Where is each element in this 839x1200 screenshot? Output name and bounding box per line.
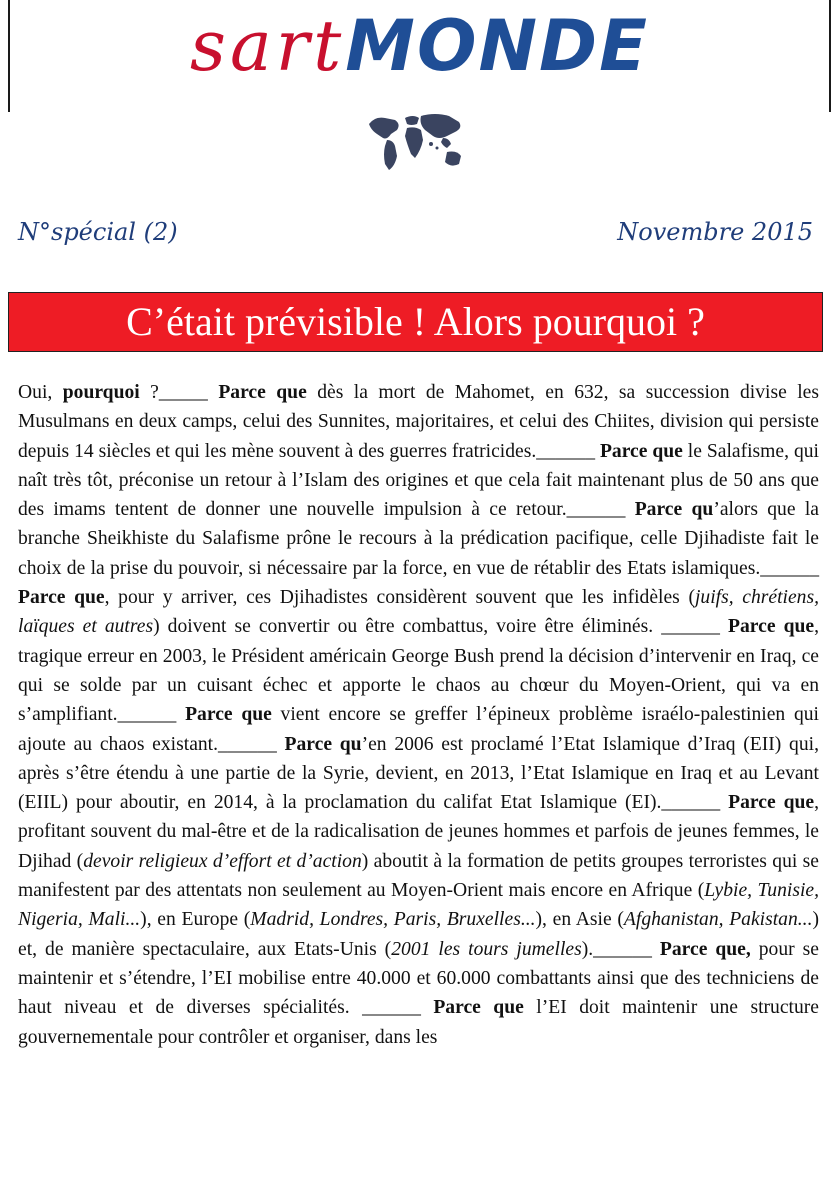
text-run: ).______ xyxy=(581,938,660,960)
emphasis-bold: Parce que xyxy=(185,704,272,726)
text-run: ’alors que la branche Sheikhiste du Salafisme prône le recours à la prédication pacifique, celle Djihadiste fait le choix de la prise du pouvoir, si nécessaire par la force, en vue de rétablir des Etats islamiques.______ xyxy=(18,499,820,579)
text-run: ) aboutit à la formation de petits groupes terroristes qui se manifestent par des attentats non seulement au Moyen-Orient mais encore en Afrique ( xyxy=(18,850,819,902)
emphasis-bold: Parce que xyxy=(218,382,307,403)
emphasis-bold: Parce que xyxy=(18,587,105,609)
emphasis-bold: Parce que xyxy=(728,792,815,814)
issue-number: N°spécial (2) xyxy=(18,218,178,246)
masthead-part1: sart xyxy=(190,5,346,87)
emphasis-bold: Parce que xyxy=(433,997,524,1019)
emphasis-italic: juifs, chrétiens, laïques et autres xyxy=(18,587,819,638)
text-run: Oui, xyxy=(18,382,63,403)
world-map-icon xyxy=(365,110,469,176)
text-run: vient encore se greffer l’épineux problème israélo-palestinien qui ajoute au chaos existant.______ xyxy=(18,704,819,755)
text-run: , profitant souvent du mal-être et de la radicalisation de jeunes hommes et parfois de jeunes femmes, le Djihad ( xyxy=(18,792,819,872)
text-run: ) doivent se convertir ou être combattus, voire être éliminés. ______ xyxy=(153,616,729,638)
emphasis-bold: Parce qu xyxy=(284,733,362,755)
emphasis-italic: Afghanistan, Pakistan... xyxy=(623,909,813,931)
emphasis-bold: Parce que, xyxy=(659,938,751,960)
text-run: , tragique erreur en 2003, le Président américain George Bush prend la décision d’intervenir en Iraq, ce qui se solde par un cuisant échec et apporte le chaos au chœur du Moyen-Orient, qui va en s’amplifiant.______ xyxy=(18,616,819,726)
article-paragraph xyxy=(18,378,819,1052)
text-run: ), en Europe ( xyxy=(140,909,251,931)
text-run: ?_____ xyxy=(139,382,219,403)
text-run: le Salafisme, qui naît très tôt, préconise un retour à l’Islam des origines et que cela fait maintenant plus de 50 ans que des imams tentent de donner une nouvelle impulsion à ce retour.______ xyxy=(18,440,819,521)
text-run: l’EI doit maintenir une structure gouvernementale pour contrôler et organiser, dans les xyxy=(18,997,819,1048)
article-body xyxy=(18,378,819,1052)
emphasis-bold: Parce que xyxy=(728,616,815,638)
emphasis-italic: 2001 les tours jumelles xyxy=(391,938,582,960)
text-run: ) et, de manière spectaculaire, aux Etats-Unis ( xyxy=(18,909,820,960)
issue-date: Novembre 2015 xyxy=(617,218,813,246)
article-title: C’était prévisible ! Alors pourquoi ? xyxy=(126,299,705,344)
emphasis-italic: devoir religieux d’effort et d’action xyxy=(83,850,362,872)
text-run: dès la mort de Mahomet, en 632, sa succession divise les Musulmans en deux camps, celui des Sunnites, majoritaires, et celui des Chiites, division qui persiste depuis 14 siècles et qui les mène souvent à des guerres fratricides.______ xyxy=(18,382,819,462)
masthead-logo xyxy=(0,6,839,88)
masthead-part2: MONDE xyxy=(345,5,649,87)
title-banner xyxy=(8,292,823,352)
text-run: pour se maintenir et s’étendre, l’EI mobilise entre 40.000 et 60.000 combattants ainsi que des techniciens de haut niveau et de diverses spécialités. ______ xyxy=(18,938,819,1019)
text-run: ), en Asie ( xyxy=(535,909,624,931)
text-run: ’en 2006 est proclamé l’Etat Islamique d’Iraq (EII) qui, après s’être étendu à une partie de la Syrie, devient, en 2013, l’Etat Islamique en Iraq et au Levant (EIIL) pour aboutir, en 2014, à la proclamation du califat Etat Islamique (EI).______ xyxy=(18,733,819,814)
emphasis-bold: pourquoi xyxy=(62,382,140,403)
text-run: , pour y arriver, ces Djihadistes considèrent souvent que les infidèles ( xyxy=(104,587,695,609)
emphasis-bold: Parce que xyxy=(599,440,683,462)
emphasis-bold: Parce qu xyxy=(634,499,714,521)
emphasis-italic: Lybie, Tunisie, Nigeria, Mali... xyxy=(18,880,820,931)
emphasis-italic: Madrid, Londres, Paris, Bruxelles... xyxy=(250,909,536,931)
